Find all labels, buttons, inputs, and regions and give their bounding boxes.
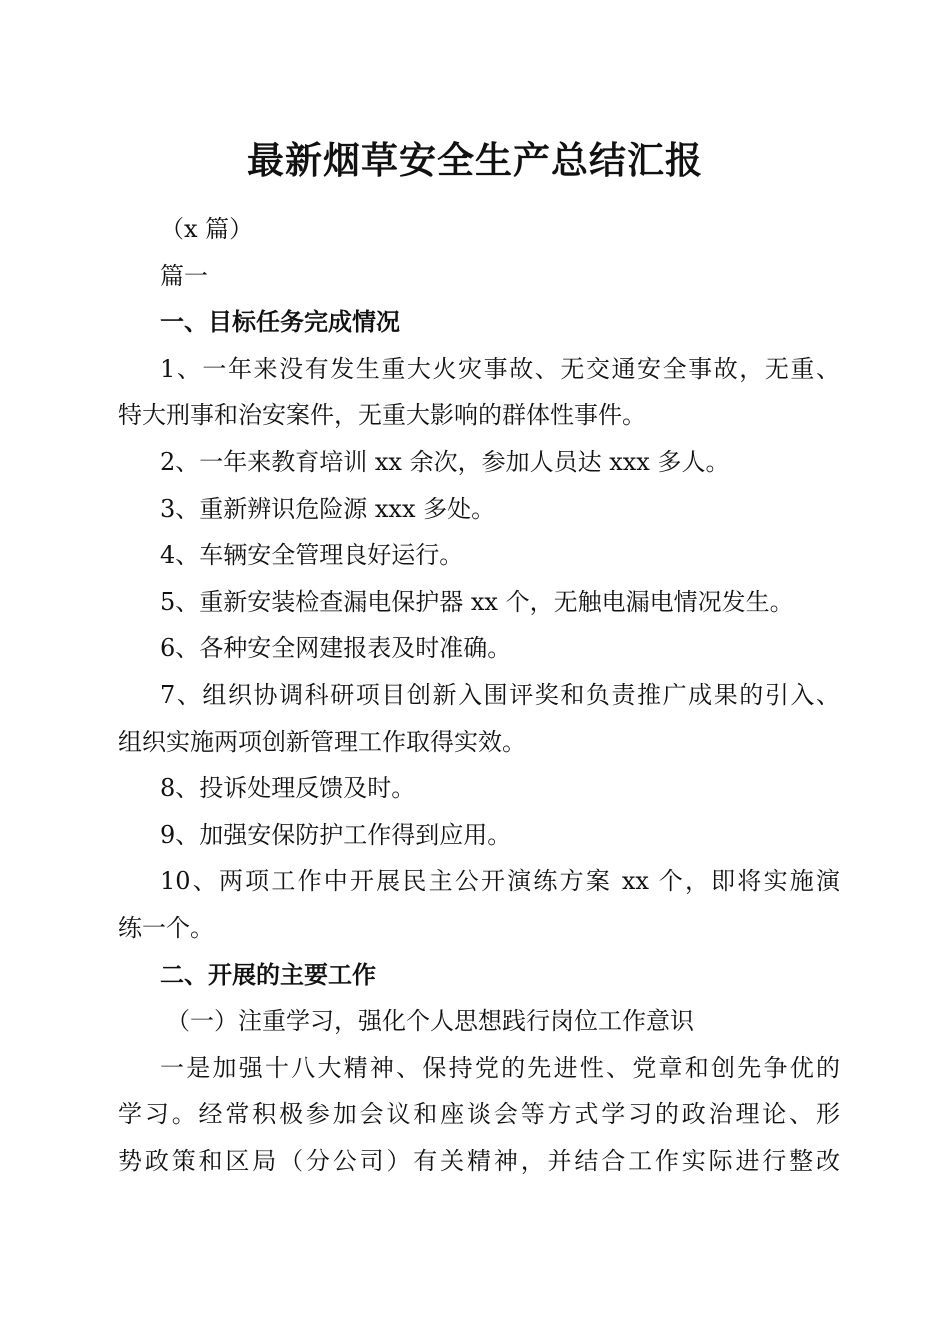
list-item-7-line-1: 7、组织协调科研项目创新入围评奖和负责推广成果的引入、: [160, 680, 840, 709]
paragraph-1-line-3: 势政策和区局（分公司）有关精神，并结合工作实际进行整改: [118, 1146, 840, 1175]
list-item-9: 9、加强安保防护工作得到应用。: [160, 820, 512, 849]
count-note: （x 篇）: [160, 215, 254, 243]
list-item-4: 4、车辆安全管理良好运行。: [160, 541, 464, 570]
paragraph-1-line-1: 一是加强十八大精神、保持党的先进性、党章和创先争优的: [160, 1053, 840, 1082]
document-body: [118, 206, 840, 1184]
section-heading-1: 一、目标任务完成情况: [160, 308, 400, 337]
subsection-heading-1: （一）注重学习，强化个人思想践行岗位工作意识: [166, 1007, 694, 1036]
section-heading-2: 二、开展的主要工作: [160, 960, 376, 989]
paragraph-1-line-2: 学习。经常积极参加会议和座谈会等方式学习的政治理论、形: [118, 1100, 840, 1129]
list-item-6: 6、各种安全网建报表及时准确。: [160, 634, 512, 663]
list-item-3: 3、重新辨识危险源 xxx 多处。: [160, 494, 496, 523]
list-item-10-line-2: 练一个。: [118, 913, 214, 942]
list-item-1-line-1: 1、一年来没有发生重大火灾事故、无交通安全事故，无重、: [160, 354, 840, 383]
list-item-2: 2、一年来教育培训 xx 余次，参加人员达 xxx 多人。: [160, 447, 730, 476]
list-item-5: 5、重新安装检查漏电保护器 xx 个，无触电漏电情况发生。: [160, 587, 794, 616]
part-label: 篇一: [160, 261, 208, 290]
list-item-1-line-2: 特大刑事和治安案件，无重大影响的群体性事件。: [118, 401, 646, 430]
document-title: 最新烟草安全生产总结汇报: [247, 138, 703, 182]
list-item-8: 8、投诉处理反馈及时。: [160, 774, 416, 803]
list-item-10-line-1: 10、两项工作中开展民主公开演练方案 xx 个，即将实施演: [160, 867, 840, 896]
list-item-7-line-2: 组织实施两项创新管理工作取得实效。: [118, 727, 526, 756]
